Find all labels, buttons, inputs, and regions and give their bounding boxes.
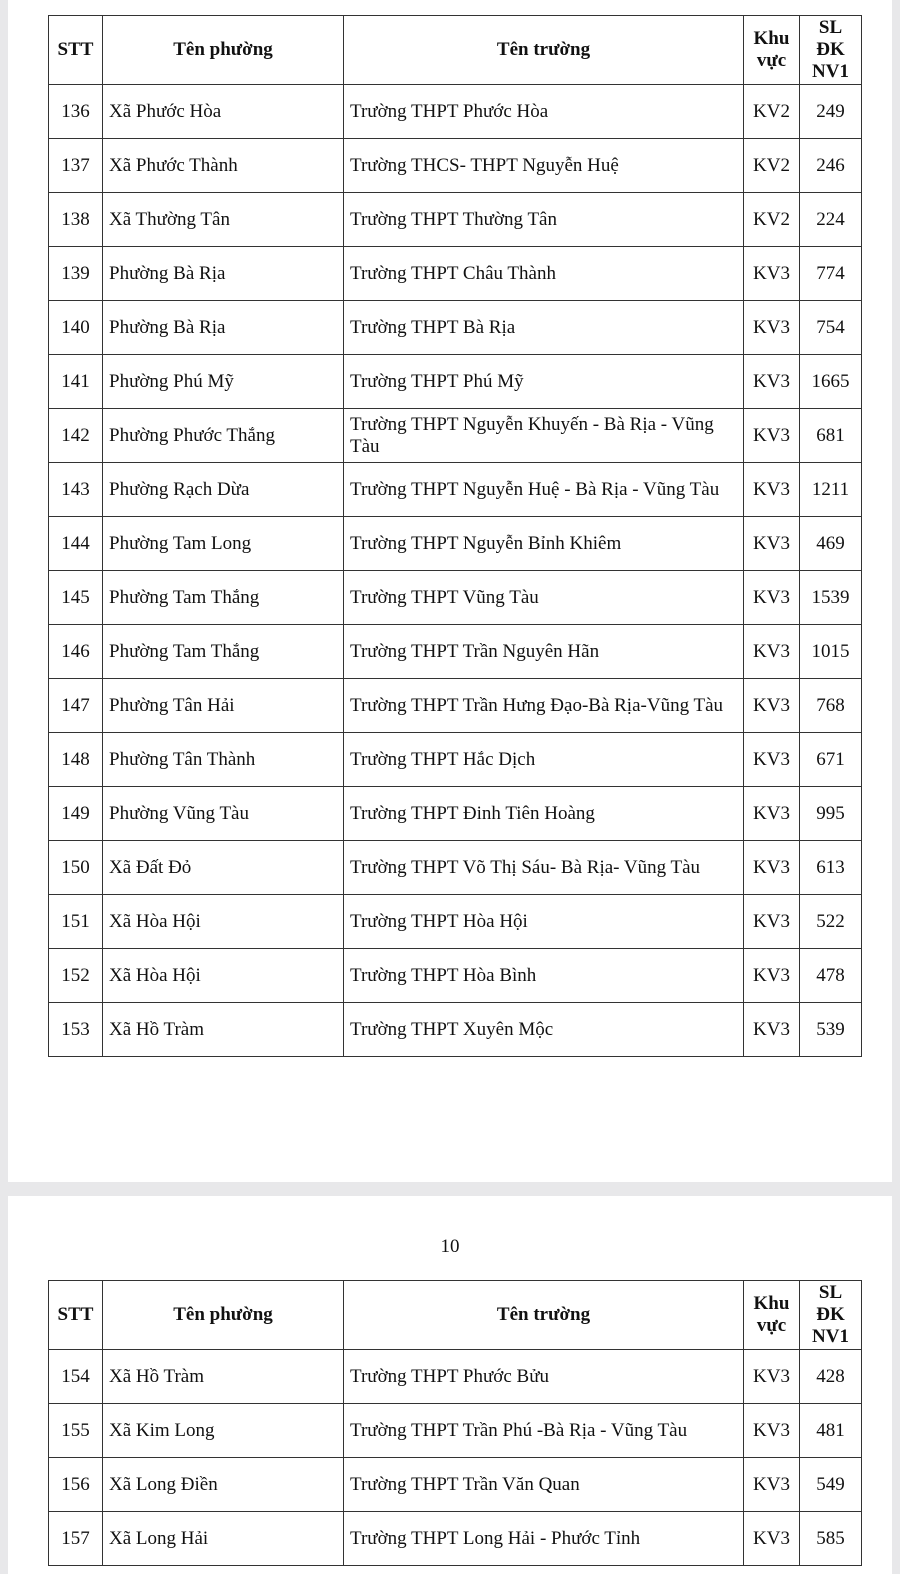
table-row (49, 409, 862, 463)
cell-ward-name: Xã Đất Đỏ (103, 841, 344, 895)
header-stt: STT (49, 16, 103, 85)
cell-ward-name: Phường Tam Long (103, 517, 344, 571)
cell-registration-count: 549 (800, 1458, 862, 1512)
cell-area: KV3 (744, 787, 800, 841)
cell-stt: 155 (49, 1404, 103, 1458)
cell-registration-count: 478 (800, 949, 862, 1003)
header-area-line: Khu (753, 1293, 790, 1314)
cell-school-name: Trường THPT Nguyễn Khuyến - Bà Rịa - Vũng Tàu (344, 409, 744, 463)
cell-school-name: Trường THPT Vũng Tàu (344, 571, 744, 625)
cell-school-name: Trường THPT Phước Hòa (344, 85, 744, 139)
cell-school-name: Trường THPT Thường Tân (344, 193, 744, 247)
table-row (49, 85, 862, 139)
cell-registration-count: 539 (800, 1003, 862, 1057)
cell-ward-name: Xã Long Hải (103, 1512, 344, 1566)
table-row (49, 625, 862, 679)
cell-school-name: Trường THCS- THPT Nguyễn Huệ (344, 139, 744, 193)
table-row (49, 679, 862, 733)
document-page-2 (8, 1196, 892, 1574)
table-row (49, 301, 862, 355)
header-count-line: ĐK (816, 39, 845, 60)
cell-registration-count: 681 (800, 409, 862, 463)
cell-area: KV3 (744, 1350, 800, 1404)
table-row (49, 139, 862, 193)
cell-registration-count: 671 (800, 733, 862, 787)
cell-registration-count: 1211 (800, 463, 862, 517)
cell-stt: 157 (49, 1512, 103, 1566)
cell-ward-name: Xã Hồ Tràm (103, 1003, 344, 1057)
cell-area: KV3 (744, 1003, 800, 1057)
cell-registration-count: 1015 (800, 625, 862, 679)
cell-ward-name: Phường Vũng Tàu (103, 787, 344, 841)
table-header-row (49, 16, 862, 85)
table-row (49, 787, 862, 841)
cell-stt: 147 (49, 679, 103, 733)
cell-area: KV3 (744, 355, 800, 409)
cell-ward-name: Phường Bà Rịa (103, 247, 344, 301)
header-area-line: vực (756, 50, 787, 71)
cell-school-name: Trường THPT Phước Bửu (344, 1350, 744, 1404)
cell-area: KV3 (744, 1404, 800, 1458)
header-area-line: vực (756, 1315, 787, 1336)
cell-area: KV3 (744, 733, 800, 787)
cell-area: KV3 (744, 1512, 800, 1566)
header-area (744, 1281, 800, 1350)
header-registration-count (800, 16, 862, 85)
cell-ward-name: Phường Tân Hải (103, 679, 344, 733)
table-body (49, 1350, 862, 1566)
cell-ward-name: Phường Phú Mỹ (103, 355, 344, 409)
table-row (49, 1003, 862, 1057)
cell-ward-name: Phường Bà Rịa (103, 301, 344, 355)
table-row (49, 463, 862, 517)
table-row (49, 193, 862, 247)
cell-area: KV2 (744, 85, 800, 139)
table-row (49, 949, 862, 1003)
table-row (49, 517, 862, 571)
cell-area: KV2 (744, 139, 800, 193)
cell-school-name: Trường THPT Trần Phú -Bà Rịa - Vũng Tàu (344, 1404, 744, 1458)
table-row (49, 1458, 862, 1512)
cell-registration-count: 1539 (800, 571, 862, 625)
cell-ward-name: Xã Long Điền (103, 1458, 344, 1512)
cell-area: KV3 (744, 409, 800, 463)
cell-stt: 136 (49, 85, 103, 139)
header-registration-count (800, 1281, 862, 1350)
cell-stt: 140 (49, 301, 103, 355)
header-count-line: NV1 (812, 61, 849, 82)
header-ward-name: Tên phường (103, 1281, 344, 1350)
cell-ward-name: Phường Rạch Dừa (103, 463, 344, 517)
cell-registration-count: 481 (800, 1404, 862, 1458)
cell-school-name: Trường THPT Nguyễn Bỉnh Khiêm (344, 517, 744, 571)
cell-school-name: Trường THPT Đinh Tiên Hoàng (344, 787, 744, 841)
cell-school-name: Trường THPT Long Hải - Phước Tỉnh (344, 1512, 744, 1566)
header-count-line: ĐK (816, 1304, 845, 1325)
cell-ward-name: Phường Tam Thắng (103, 571, 344, 625)
header-count-line: SL (818, 17, 843, 38)
cell-ward-name: Phường Tân Thành (103, 733, 344, 787)
table-row (49, 1404, 862, 1458)
table-row (49, 571, 862, 625)
cell-stt: 145 (49, 571, 103, 625)
cell-school-name: Trường THPT Võ Thị Sáu- Bà Rịa- Vũng Tàu (344, 841, 744, 895)
cell-registration-count: 469 (800, 517, 862, 571)
cell-stt: 146 (49, 625, 103, 679)
table-row (49, 1350, 862, 1404)
header-area (744, 16, 800, 85)
cell-area: KV3 (744, 1458, 800, 1512)
header-area-line: Khu (753, 28, 790, 49)
cell-area: KV3 (744, 895, 800, 949)
cell-area: KV3 (744, 841, 800, 895)
header-count-line: SL (818, 1282, 843, 1303)
cell-registration-count: 768 (800, 679, 862, 733)
cell-school-name: Trường THPT Trần Hưng Đạo-Bà Rịa-Vũng Tàu (344, 679, 744, 733)
table-row (49, 1512, 862, 1566)
cell-stt: 144 (49, 517, 103, 571)
cell-area: KV3 (744, 571, 800, 625)
cell-school-name: Trường THPT Trần Nguyên Hãn (344, 625, 744, 679)
cell-area: KV3 (744, 463, 800, 517)
cell-registration-count: 995 (800, 787, 862, 841)
cell-registration-count: 428 (800, 1350, 862, 1404)
cell-area: KV3 (744, 247, 800, 301)
table-row (49, 841, 862, 895)
cell-school-name: Trường THPT Nguyễn Huệ - Bà Rịa - Vũng Tàu (344, 463, 744, 517)
cell-area: KV3 (744, 517, 800, 571)
cell-registration-count: 754 (800, 301, 862, 355)
cell-stt: 141 (49, 355, 103, 409)
cell-ward-name: Xã Hồ Tràm (103, 1350, 344, 1404)
cell-school-name: Trường THPT Hòa Hội (344, 895, 744, 949)
cell-area: KV3 (744, 949, 800, 1003)
cell-ward-name: Xã Kim Long (103, 1404, 344, 1458)
page-number: 10 (440, 1236, 460, 1257)
cell-school-name: Trường THPT Hòa Bình (344, 949, 744, 1003)
cell-stt: 143 (49, 463, 103, 517)
cell-ward-name: Xã Phước Thành (103, 139, 344, 193)
table-row (49, 895, 862, 949)
cell-registration-count: 246 (800, 139, 862, 193)
cell-registration-count: 585 (800, 1512, 862, 1566)
cell-stt: 139 (49, 247, 103, 301)
cell-registration-count: 613 (800, 841, 862, 895)
cell-school-name: Trường THPT Châu Thành (344, 247, 744, 301)
cell-ward-name: Phường Tam Thắng (103, 625, 344, 679)
cell-area: KV3 (744, 625, 800, 679)
table-row (49, 247, 862, 301)
header-ward-name: Tên phường (103, 16, 344, 85)
table-header-row (49, 1281, 862, 1350)
header-stt: STT (49, 1281, 103, 1350)
table-body (49, 85, 862, 1057)
cell-stt: 149 (49, 787, 103, 841)
cell-ward-name: Xã Hòa Hội (103, 895, 344, 949)
document-page-1 (8, 0, 892, 1182)
cell-area: KV2 (744, 193, 800, 247)
table-row (49, 355, 862, 409)
header-school-name: Tên trường (344, 16, 744, 85)
cell-registration-count: 1665 (800, 355, 862, 409)
header-count-line: NV1 (812, 1326, 849, 1347)
header-school-name: Tên trường (344, 1281, 744, 1350)
cell-school-name: Trường THPT Hắc Dịch (344, 733, 744, 787)
cell-registration-count: 522 (800, 895, 862, 949)
cell-area: KV3 (744, 679, 800, 733)
cell-stt: 148 (49, 733, 103, 787)
cell-school-name: Trường THPT Xuyên Mộc (344, 1003, 744, 1057)
cell-stt: 154 (49, 1350, 103, 1404)
cell-school-name: Trường THPT Phú Mỹ (344, 355, 744, 409)
cell-area: KV3 (744, 301, 800, 355)
school-registration-table (48, 1280, 862, 1566)
cell-stt: 142 (49, 409, 103, 463)
cell-registration-count: 224 (800, 193, 862, 247)
cell-stt: 153 (49, 1003, 103, 1057)
cell-ward-name: Xã Thường Tân (103, 193, 344, 247)
cell-ward-name: Xã Phước Hòa (103, 85, 344, 139)
cell-stt: 156 (49, 1458, 103, 1512)
cell-school-name: Trường THPT Bà Rịa (344, 301, 744, 355)
cell-registration-count: 774 (800, 247, 862, 301)
cell-registration-count: 249 (800, 85, 862, 139)
cell-stt: 152 (49, 949, 103, 1003)
cell-stt: 137 (49, 139, 103, 193)
table-row (49, 733, 862, 787)
cell-school-name: Trường THPT Trần Văn Quan (344, 1458, 744, 1512)
cell-ward-name: Phường Phước Thắng (103, 409, 344, 463)
cell-stt: 151 (49, 895, 103, 949)
school-registration-table (48, 15, 862, 1057)
cell-stt: 138 (49, 193, 103, 247)
cell-stt: 150 (49, 841, 103, 895)
cell-ward-name: Xã Hòa Hội (103, 949, 344, 1003)
